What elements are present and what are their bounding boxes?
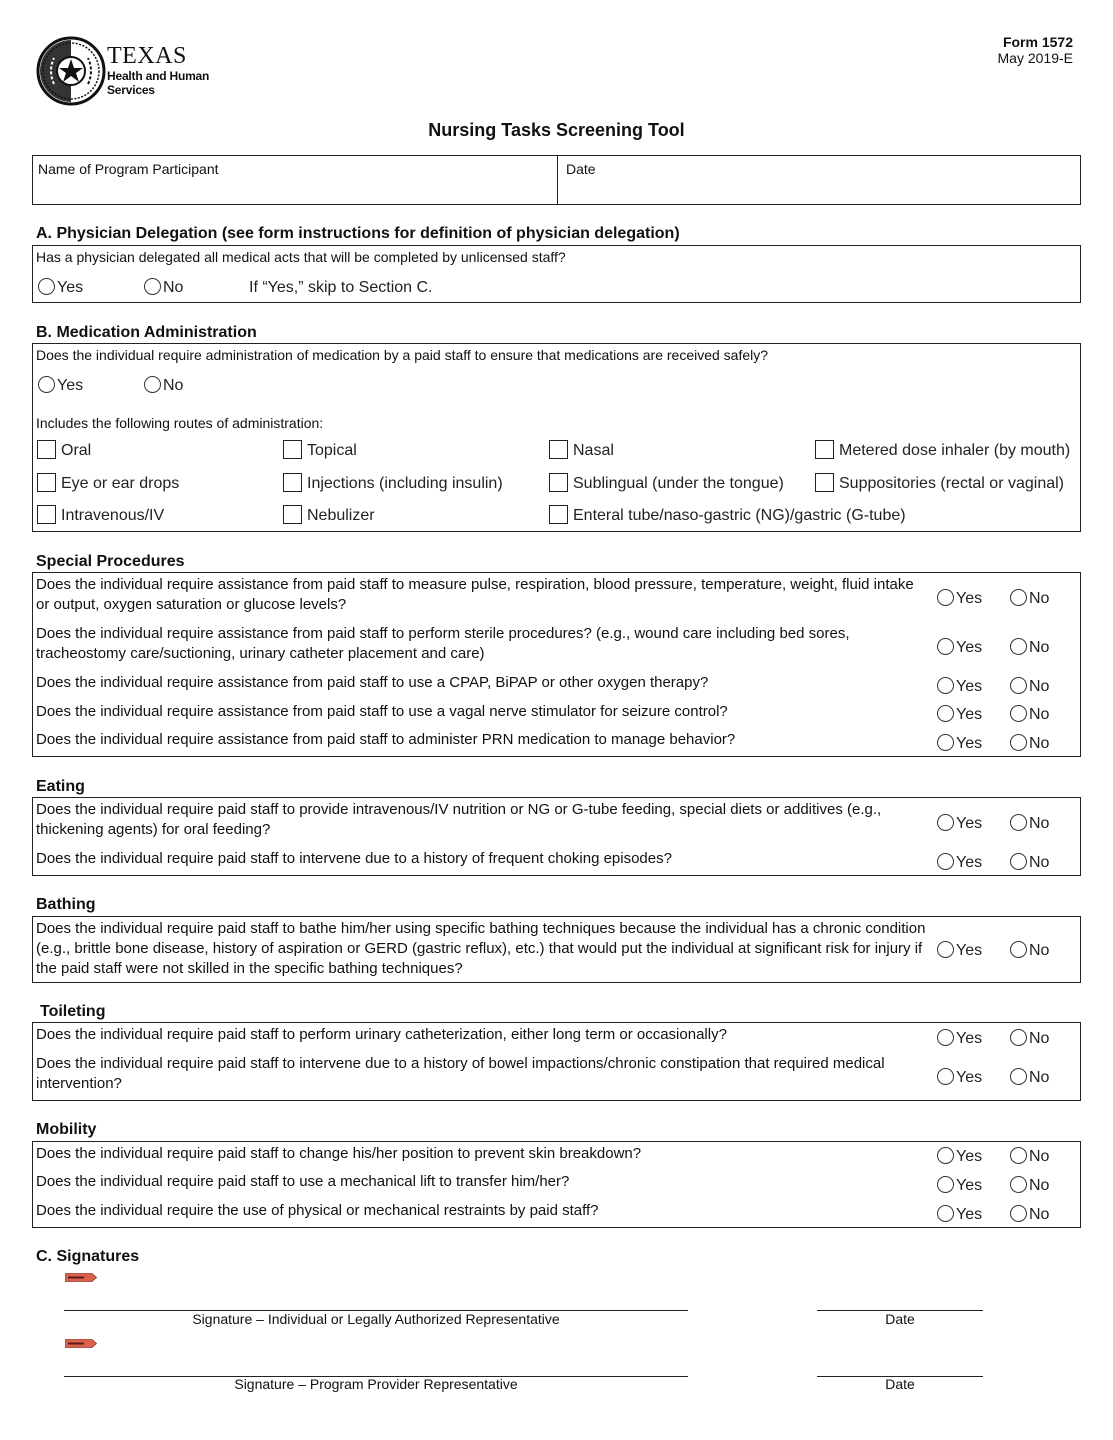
radio-label: Yes [956,706,983,723]
toileting-q1-no-radio[interactable] [1010,1029,1049,1048]
radio-label: No [1029,678,1050,695]
bathing-heading: Bathing [36,896,96,913]
form-date: May 2019-E [997,50,1073,66]
texas-seal-icon [36,36,106,106]
radio-label: Yes [956,1177,983,1194]
sp-q4-yes-radio[interactable] [937,705,982,724]
section-b-no-radio[interactable] [144,376,183,395]
radio-circle-icon [1010,1147,1027,1164]
radio-circle-icon [1010,677,1027,694]
special-procedures-box [32,572,1081,757]
checkbox-icon [283,505,302,524]
sign-here-tag-icon[interactable] [65,1339,97,1348]
checkbox-icon [549,505,568,524]
radio-label: No [1029,706,1050,723]
checkbox-icon [37,505,56,524]
toileting-q2-yes-radio[interactable] [937,1068,982,1087]
mobility-q3-no-radio[interactable] [1010,1205,1049,1224]
mobility-q2-no-radio[interactable] [1010,1176,1049,1195]
radio-label: Yes [57,279,84,296]
section-a-box [32,245,1081,303]
bathing-q1-yes-radio[interactable] [937,941,982,960]
signature1-label: Signature – Individual or Legally Authorized Representative [192,1311,560,1327]
question-text: Does the individual require the use of physical or mechanical restraints by paid staff? [36,1202,599,1219]
logo-line3: Services [107,83,155,97]
radio-label: No [1029,942,1050,959]
question-text: Does the individual require paid staff to change his/her position to prevent skin breakdown? [36,1145,642,1162]
route-nasal-checkbox[interactable] [549,440,614,460]
agency-logo-text [107,44,209,96]
section-b-yes-radio[interactable] [38,376,83,395]
question-text: Does the individual require paid staff to provide intravenous/IV nutrition or NG or G-tube feeding, special diets or additives (e.g., thickening agents) for oral feeding? [36,801,882,838]
radio-label: No [163,377,184,394]
radio-label: No [1029,1069,1050,1086]
logo-line2: Health and Human [107,69,210,83]
eating-q2-yes-radio[interactable] [937,853,982,872]
sp-q1-yes-radio[interactable] [937,589,982,608]
section-b-question: Does the individual require administration of medication by a paid staff to ensure that medications are received safely? [36,347,769,363]
radio-circle-icon [937,1068,954,1085]
section-a-question: Has a physician delegated all medical acts that will be completed by unlicensed staff? [36,249,566,265]
route-injections-checkbox[interactable] [283,473,503,493]
radio-circle-icon [1010,1176,1027,1193]
radio-circle-icon [1010,734,1027,751]
participant-date-label: Date [566,161,596,177]
radio-circle-icon [937,853,954,870]
question-text: Does the individual require paid staff to perform urinary catheterization, either long term or occasionally? [36,1026,727,1043]
radio-circle-icon [937,1176,954,1193]
question-text: Does the individual require assistance from paid staff to measure pulse, respiration, blood pressure, temperature, weight, fluid intake or output, oxygen saturation or glucose levels? [36,576,914,613]
radio-circle-icon [937,589,954,606]
route-iv-checkbox[interactable] [37,505,164,525]
special-procedures-heading: Special Procedures [36,553,185,570]
radio-label: Yes [956,1030,983,1047]
question-text: Does the individual require paid staff to intervene due to a history of frequent choking episodes? [36,850,672,867]
bathing-q1-no-radio[interactable] [1010,941,1049,960]
radio-circle-icon [144,278,161,295]
checkbox-icon [37,473,56,492]
checkbox-icon [283,440,302,459]
section-a-no-radio[interactable] [144,278,183,297]
form-identifier [998,34,1073,66]
radio-label: No [163,279,184,296]
eating-q1-no-radio[interactable] [1010,814,1049,833]
question-text: Does the individual require paid staff to use a mechanical lift to transfer him/her? [36,1173,570,1190]
sp-q5-yes-radio[interactable] [937,734,982,753]
radio-circle-icon [1010,1029,1027,1046]
checkbox-label: Nasal [573,442,614,459]
question-text: Does the individual require paid staff to intervene due to a history of bowel impactions/chronic constipation that required medical intervention? [36,1055,885,1092]
section-a-heading: A. Physician Delegation (see form instructions for definition of physician delegation) [36,225,680,242]
eating-q2-no-radio[interactable] [1010,853,1049,872]
radio-label: Yes [956,678,983,695]
section-b-box [32,343,1081,532]
route-inhaler-checkbox[interactable] [815,440,1070,460]
sp-q1-no-radio[interactable] [1010,589,1049,608]
toileting-heading: Toileting [40,1003,106,1020]
route-nebulizer-checkbox[interactable] [283,505,375,525]
checkbox-label: Topical [307,442,357,459]
participant-box [32,155,1081,205]
radio-circle-icon [937,1205,954,1222]
radio-label: Yes [956,1069,983,1086]
radio-label: No [1029,735,1050,752]
radio-label: Yes [956,854,983,871]
radio-label: No [1029,590,1050,607]
eating-heading: Eating [36,778,85,795]
checkbox-icon [37,440,56,459]
radio-label: No [1029,815,1050,832]
radio-label: No [1029,1030,1050,1047]
radio-circle-icon [937,1147,954,1164]
checkbox-label: Sublingual (under the tongue) [573,475,784,492]
radio-circle-icon [937,941,954,958]
route-suppositories-checkbox[interactable] [815,473,1064,493]
radio-label: Yes [956,639,983,656]
checkbox-icon [549,473,568,492]
radio-circle-icon [937,677,954,694]
mobility-q1-yes-radio[interactable] [937,1147,982,1166]
checkbox-label: Suppositories (rectal or vaginal) [839,475,1064,492]
question-text: Does the individual require assistance from paid staff to use a vagal nerve stimulator for seizure control? [36,703,728,720]
eating-q1-yes-radio[interactable] [937,814,982,833]
mobility-q1-no-radio[interactable] [1010,1147,1049,1166]
radio-label: No [1029,1148,1050,1165]
mobility-q3-yes-radio[interactable] [937,1205,982,1224]
radio-circle-icon [1010,853,1027,870]
signature2-label: Signature – Program Provider Representative [234,1376,518,1392]
radio-circle-icon [1010,941,1027,958]
question-text: Does the individual require assistance from paid staff to administer PRN medication to manage behavior? [36,731,736,748]
checkbox-label: Eye or ear drops [61,475,180,492]
radio-label: Yes [956,590,983,607]
eating-box [32,797,1081,876]
sp-q2-no-radio[interactable] [1010,638,1049,657]
radio-label: Yes [956,815,983,832]
route-oral-checkbox[interactable] [37,440,91,460]
radio-circle-icon [937,814,954,831]
section-a-note: If “Yes,” skip to Section C. [249,279,433,296]
radio-circle-icon [144,376,161,393]
page-title: Nursing Tasks Screening Tool [428,120,685,140]
sp-q3-yes-radio[interactable] [937,677,982,696]
routes-label: Includes the following routes of administration: [36,415,324,431]
mobility-heading: Mobility [36,1121,97,1138]
checkbox-label: Intravenous/IV [61,507,165,524]
question-text: Does the individual require assistance from paid staff to perform sterile procedures? (e.g., wound care including bed sores, tracheostomy care/suctioning, urinary catheter placement and care) [36,625,850,662]
route-eye-ear-checkbox[interactable] [37,473,179,493]
route-enteral-checkbox[interactable] [549,505,906,525]
radio-circle-icon [937,705,954,722]
participant-date-field[interactable] [558,156,1080,204]
section-b-heading: B. Medication Administration [36,324,257,341]
participant-name-field[interactable] [33,156,558,204]
signature1-date-label: Date [885,1311,915,1327]
section-c-heading: C. Signatures [36,1248,140,1265]
checkbox-label: Enteral tube/naso-gastric (NG)/gastric (G-tube) [573,507,906,524]
route-topical-checkbox[interactable] [283,440,357,460]
sign-here-tag-icon[interactable] [65,1273,97,1282]
radio-circle-icon [937,734,954,751]
section-a-yes-radio[interactable] [38,278,83,297]
radio-circle-icon [1010,814,1027,831]
radio-circle-icon [937,638,954,655]
radio-label: No [1029,854,1050,871]
question-text: Does the individual require paid staff to bathe him/her using specific bathing techniques because the individual has a chronic condition (e.g., brittle bone disease, history of aspiration or GERD (gastric reflux), etc.) that would put the individual at significant risk for injury if the paid staff were not skilled in the specific bathing techniques? [36,920,926,977]
toileting-q1-yes-radio[interactable] [937,1029,982,1048]
radio-label: Yes [956,735,983,752]
checkbox-label: Nebulizer [307,507,375,524]
mobility-box [32,1141,1081,1228]
radio-label: Yes [956,1148,983,1165]
radio-circle-icon [38,278,55,295]
radio-circle-icon [1010,589,1027,606]
sp-q4-no-radio[interactable] [1010,705,1049,724]
route-sublingual-checkbox[interactable] [549,473,784,493]
radio-circle-icon [1010,705,1027,722]
checkbox-label: Oral [61,442,92,459]
radio-circle-icon [1010,1205,1027,1222]
radio-label: No [1029,1206,1050,1223]
question-text: Does the individual require assistance from paid staff to use a CPAP, BiPAP or other oxygen therapy? [36,674,709,691]
radio-circle-icon [1010,638,1027,655]
checkbox-label: Metered dose inhaler (by mouth) [839,442,1071,459]
toileting-q2-no-radio[interactable] [1010,1068,1049,1087]
bathing-box [32,916,1081,983]
checkbox-icon [815,440,834,459]
checkbox-icon [549,440,568,459]
radio-circle-icon [38,376,55,393]
radio-label: Yes [57,377,84,394]
radio-label: No [1029,1177,1050,1194]
checkbox-icon [815,473,834,492]
radio-label: Yes [956,942,983,959]
radio-circle-icon [1010,1068,1027,1085]
checkbox-icon [283,473,302,492]
mobility-q2-yes-radio[interactable] [937,1176,982,1195]
participant-name-label: Name of Program Participant [38,161,219,177]
sp-q3-no-radio[interactable] [1010,677,1049,696]
form-number: Form 1572 [1002,34,1073,50]
signature2-date-label: Date [885,1376,915,1392]
logo-texas: TEXAS [107,43,187,69]
sp-q5-no-radio[interactable] [1010,734,1049,753]
toileting-box [32,1022,1081,1101]
checkbox-label: Injections (including insulin) [307,475,503,492]
radio-label: No [1029,639,1050,656]
radio-circle-icon [937,1029,954,1046]
radio-label: Yes [956,1206,983,1223]
sp-q2-yes-radio[interactable] [937,638,982,657]
